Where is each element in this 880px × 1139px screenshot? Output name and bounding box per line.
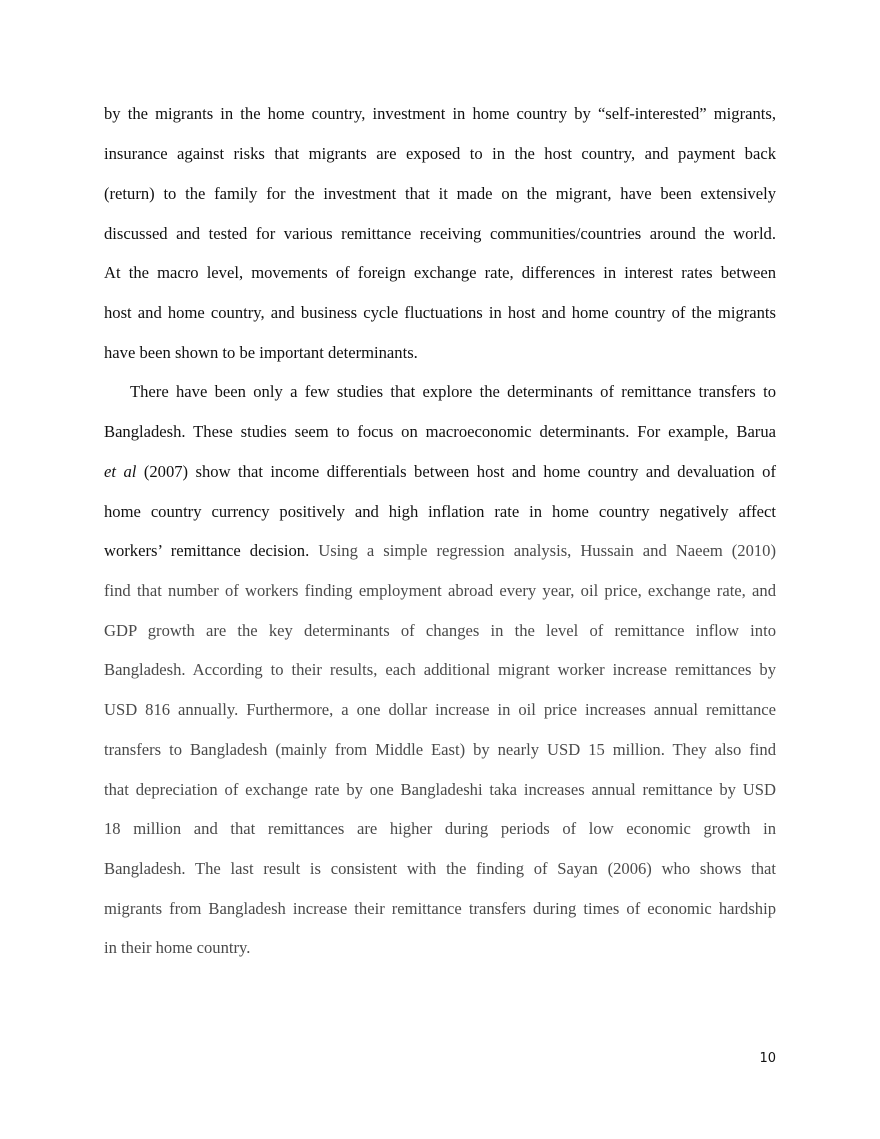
text-line: 18 million and that remittances are higher during periods of low economic growth in: [104, 819, 776, 838]
text-line: [104, 459, 776, 485]
text-line: USD 816 annually. Furthermore, a one dollar increase in oil price increases annual remittance: [104, 700, 776, 719]
text-line: discussed and tested for various remittance receiving communities/countries around the world.: [104, 224, 776, 243]
text-line: find that number of workers finding employment abroad every year, oil price, exchange rate, and: [104, 581, 776, 600]
text-line: Bangladesh. These studies seem to focus on macroeconomic determinants. For example, Barua: [104, 422, 776, 441]
text-line: Bangladesh. The last result is consistent with the finding of Sayan (2006) who shows that: [104, 859, 776, 878]
text-line: home country currency positively and high inflation rate in home country negatively affect: [104, 502, 776, 521]
citation-et-al: et al: [104, 462, 137, 481]
text-line: have been shown to be important determinants.: [104, 343, 418, 362]
text-segment: workers’ remittance decision.: [104, 541, 310, 560]
text-line-rest: (2007) show that income differentials between host and home country and devaluation of: [136, 462, 776, 481]
text-line: transfers to Bangladesh (mainly from Middle East) by nearly USD 15 million. They also find: [104, 740, 776, 759]
text-line: (return) to the family for the investment that it made on the migrant, have been extensively: [104, 184, 776, 203]
text-line: host and home country, and business cycle fluctuations in host and home country of the migrants: [104, 303, 776, 322]
text-line: insurance against risks that migrants are exposed to in the host country, and payment back: [104, 144, 776, 163]
text-line: in their home country.: [104, 938, 251, 957]
text-line: by the migrants in the home country, investment in home country by “self-interested” migrants,: [104, 104, 776, 123]
text-line: There have been only a few studies that explore the determinants of remittance transfers to: [130, 382, 776, 401]
text-segment: Using a simple regression analysis, Hussain and Naeem (2010): [309, 541, 776, 560]
page-number: 10: [759, 1051, 776, 1066]
text-line: that depreciation of exchange rate by one Bangladeshi taka increases annual remittance by USD: [104, 780, 776, 799]
text-line: GDP growth are the key determinants of changes in the level of remittance inflow into: [104, 621, 776, 640]
text-line: At the macro level, movements of foreign exchange rate, differences in interest rates between: [104, 263, 776, 282]
text-line: [104, 538, 776, 564]
text-line: migrants from Bangladesh increase their remittance transfers during times of economic hardship: [104, 899, 776, 918]
text-line: Bangladesh. According to their results, each additional migrant worker increase remittances by: [104, 660, 776, 679]
